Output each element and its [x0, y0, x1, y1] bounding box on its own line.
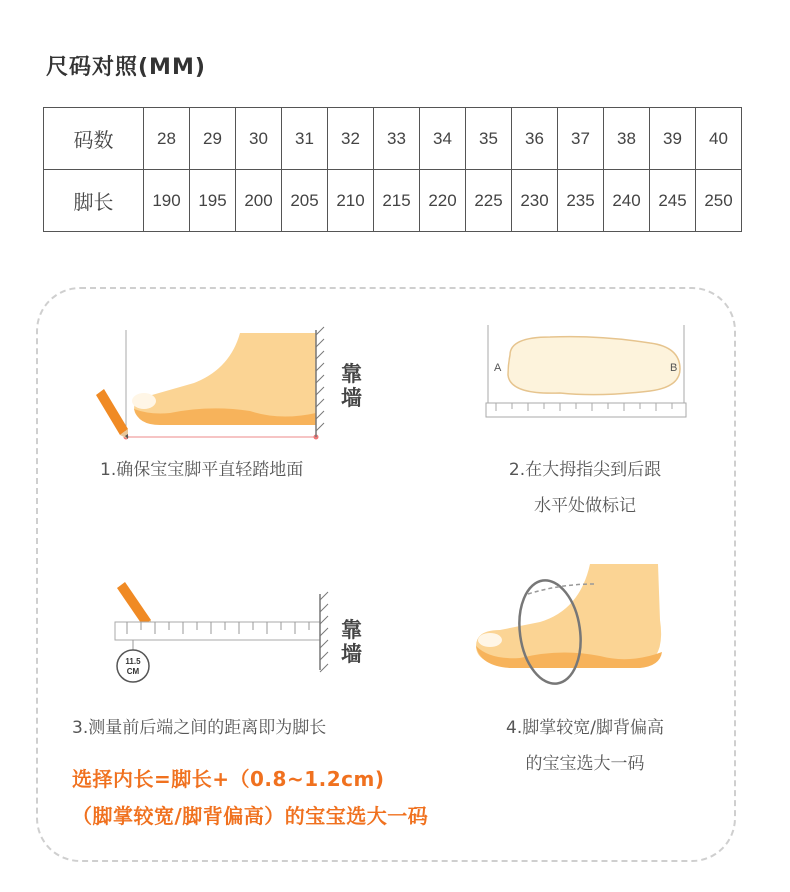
- row-header-length: 脚长: [44, 170, 144, 232]
- table-cell: 250: [696, 170, 742, 232]
- wall-label: 靠墙: [341, 618, 362, 666]
- table-row-lengths: [44, 170, 742, 232]
- table-cell: 215: [374, 170, 420, 232]
- step4-caption-line2: 的宝宝选大一码: [525, 754, 645, 774]
- table-cell: 29: [190, 108, 236, 170]
- wall-label: 靠墙: [341, 362, 362, 410]
- table-cell: 31: [282, 108, 328, 170]
- table-cell: 35: [466, 108, 512, 170]
- ruler-measure-illustration: [105, 580, 345, 690]
- table-row-sizes: [44, 108, 742, 170]
- table-cell: 34: [420, 108, 466, 170]
- table-cell: 210: [328, 170, 374, 232]
- foot-instep-illustration: [470, 560, 670, 690]
- point-b-label: B: [670, 362, 678, 374]
- step3-caption: 3.测量前后端之间的距离即为脚长: [72, 718, 327, 738]
- tip-wide-foot: （脚掌较宽/脚背偏高）的宝宝选大一码: [72, 804, 429, 828]
- table-cell: 200: [236, 170, 282, 232]
- table-cell: 240: [604, 170, 650, 232]
- table-cell: 230: [512, 170, 558, 232]
- measure-unit: CM: [126, 667, 140, 676]
- table-cell: 39: [650, 108, 696, 170]
- step2-caption-line2: 水平处做标记: [534, 496, 636, 516]
- size-table: [43, 107, 742, 232]
- step2-caption-line1: 2.在大拇指尖到后跟: [508, 460, 662, 480]
- table-cell: 235: [558, 170, 604, 232]
- row-header-size: 码数: [44, 108, 144, 170]
- table-cell: 195: [190, 170, 236, 232]
- foot-outline-ruler-illustration: [480, 325, 690, 425]
- table-cell: 190: [144, 170, 190, 232]
- point-a-label: A: [494, 362, 502, 374]
- tip-inner-length: 选择内长=脚长+（0.8~1.2cm): [72, 767, 385, 791]
- page-title: 尺码对照(MM): [46, 55, 206, 80]
- table-cell: 38: [604, 108, 650, 170]
- table-cell: 245: [650, 170, 696, 232]
- table-cell: 37: [558, 108, 604, 170]
- table-cell: 36: [512, 108, 558, 170]
- table-cell: 205: [282, 170, 328, 232]
- table-cell: 33: [374, 108, 420, 170]
- table-cell: 28: [144, 108, 190, 170]
- table-cell: 40: [696, 108, 742, 170]
- table-cell: 225: [466, 170, 512, 232]
- foot-on-floor-illustration: [90, 325, 350, 445]
- table-cell: 220: [420, 170, 466, 232]
- step4-caption-line1: 4.脚掌较宽/脚背偏高: [506, 718, 664, 738]
- pencil-icon: [96, 389, 128, 439]
- table-cell: 30: [236, 108, 282, 170]
- measure-value: 11.5: [125, 657, 141, 666]
- step1-caption: 1.确保宝宝脚平直轻踏地面: [100, 460, 304, 480]
- table-cell: 32: [328, 108, 374, 170]
